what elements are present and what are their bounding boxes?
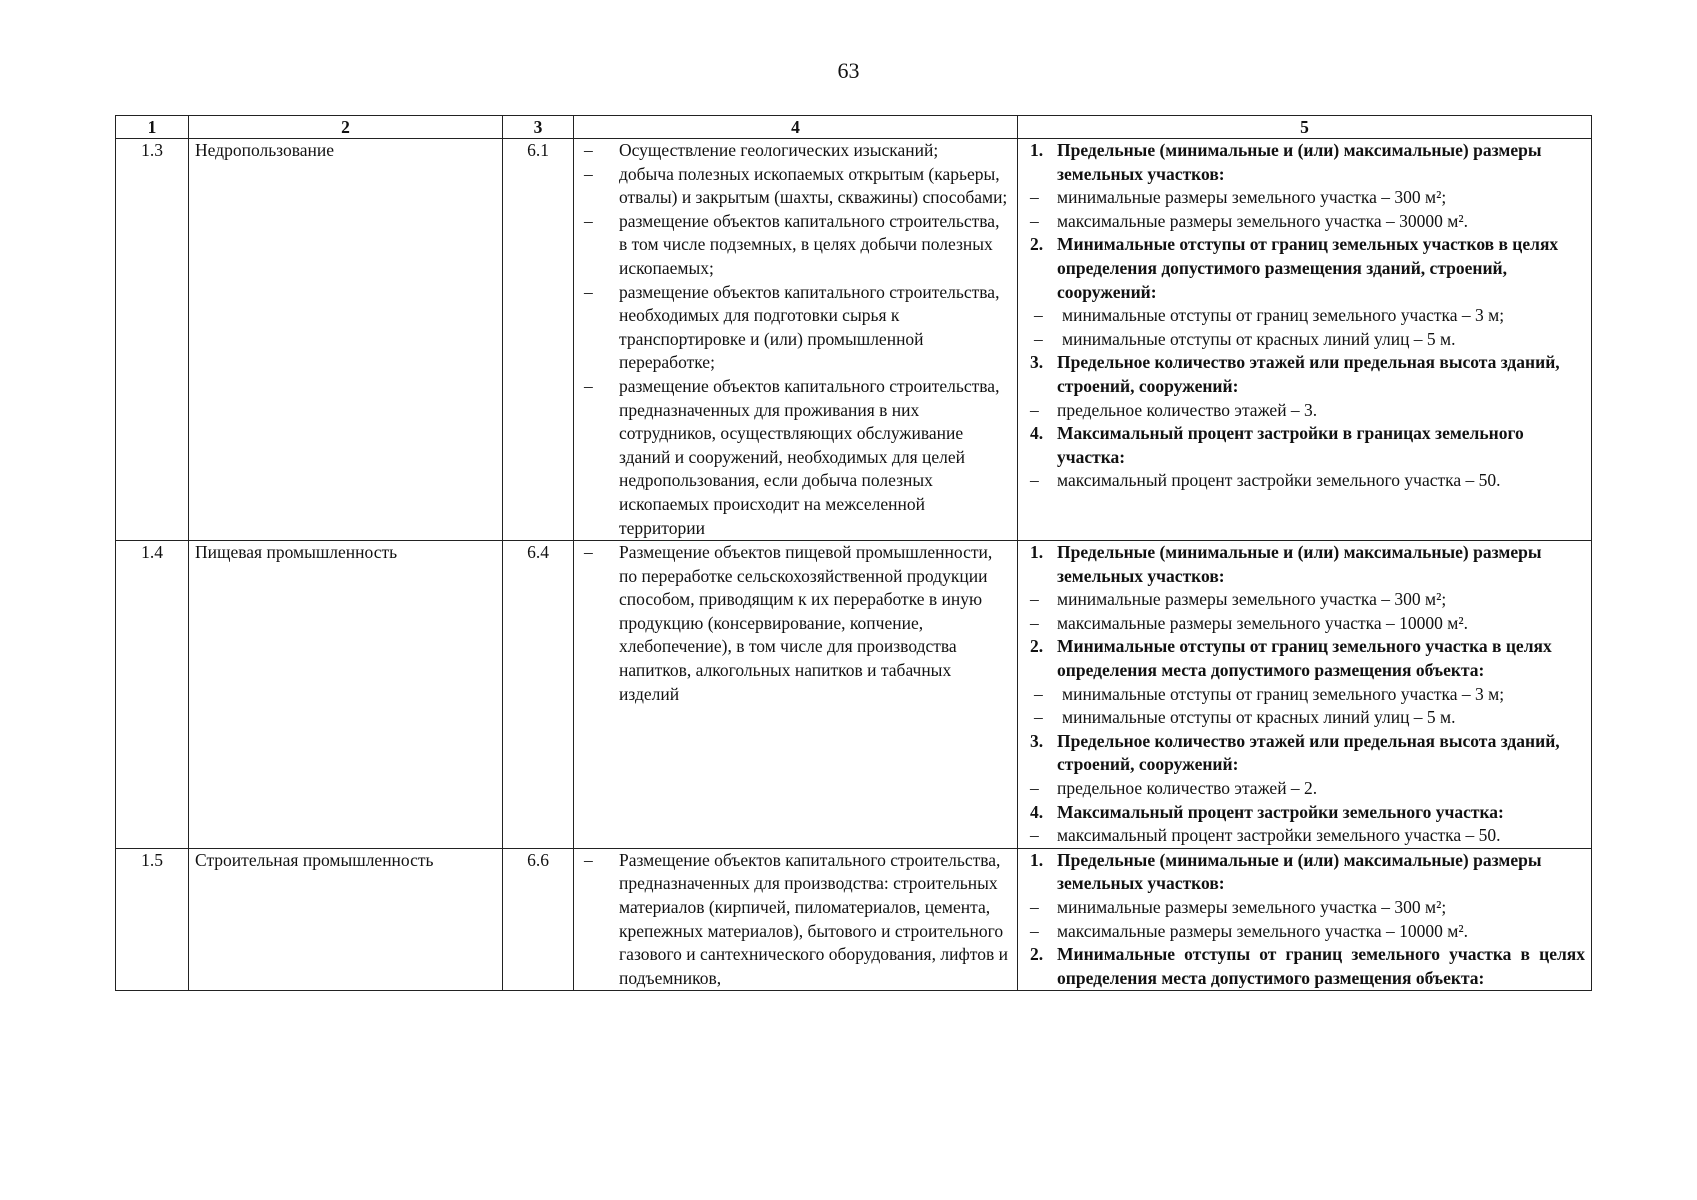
parameter-item: – минимальные размеры земельного участка – 300 м²; — [1030, 589, 1447, 610]
use-name: Недропользование — [189, 139, 503, 541]
dash-marker: – — [584, 542, 593, 563]
use-description — [574, 139, 1018, 541]
description-item: – размещение объектов капитального строительства, в том числе подземных, в целях добычи полезных ископаемых; — [584, 210, 1000, 278]
parameter-item: – минимальные размеры земельного участка – 300 м²; — [1030, 187, 1447, 208]
use-name: Строительная промышленность — [189, 848, 503, 991]
parameter-heading: 1. Предельные (минимальные и (или) максимальные) размеры земельных участков: — [1030, 849, 1542, 894]
use-code: 6.4 — [503, 541, 574, 849]
column-header: 4 — [574, 116, 1018, 139]
page-number: 63 — [837, 58, 860, 83]
parameter-heading: 3. Предельное количество этажей или предельная высота зданий, строений, сооружений: — [1030, 730, 1560, 775]
table-row — [116, 541, 1592, 849]
row-number: 1.3 — [116, 139, 189, 541]
use-parameters — [1018, 848, 1592, 991]
parameter-item: – максимальные размеры земельного участка – 10000 м². — [1030, 920, 1468, 941]
description-item: – размещение объектов капитального строительства, предназначенных для проживания в них сотрудников, осуществляющих обслуживание зданий и сооружений, необходимых для целей недропользования, если добыча полезных ископаемых происходит на межселенной территории — [584, 375, 1000, 538]
parameter-heading: 1. Предельные (минимальные и (или) максимальные) размеры земельных участков: — [1030, 140, 1542, 184]
table-row — [116, 139, 1592, 541]
description-item: – Размещение объектов пищевой промышленности, по переработке сельскохозяйственной продукции способом, приводящим к их переработке в иную продукцию (консервирование, копчение, хлебопечение), в том числе для производства напитков, алкогольных напитков и табачных изделий — [584, 542, 993, 704]
parameter-item: – минимальные отступы от границ земельного участка – 3 м; — [1034, 683, 1505, 704]
parameter-heading: 4. Максимальный процент застройки земельного участка: — [1030, 801, 1504, 822]
parameter-heading: 3. Предельное количество этажей или предельная высота зданий, строений, сооружений: — [1030, 352, 1560, 396]
parameter-item: – максимальный процент застройки земельного участка – 50. — [1030, 825, 1501, 846]
parameter-item: – максимальный процент застройки земельного участка – 50. — [1030, 470, 1501, 491]
parameter-item: – минимальные размеры земельного участка – 300 м²; — [1030, 897, 1447, 917]
use-parameters — [1018, 139, 1592, 541]
dash-marker: – — [584, 375, 593, 396]
column-header: 2 — [189, 116, 503, 139]
parameter-item: – минимальные отступы от красных линий улиц – 5 м. — [1034, 328, 1456, 349]
row-number: 1.5 — [116, 848, 189, 991]
use-parameters — [1018, 541, 1592, 849]
parameter-item: – максимальные размеры земельного участка – 10000 м². — [1030, 612, 1468, 633]
parameter-heading: 1. Предельные (минимальные и (или) максимальные) размеры земельных участков: — [1030, 542, 1542, 586]
dash-marker: – — [584, 849, 593, 870]
parameter-item: – предельное количество этажей – 3. — [1030, 399, 1318, 420]
dash-marker: – — [584, 210, 593, 231]
column-header: 3 — [503, 116, 574, 139]
description-item: – Размещение объектов капитального строительства, предназначенных для производства: строительных материалов (кирпичей, пиломатериалов, цемента, крепежных материалов), бытового и строительного газового и сантехнического оборудования, лифтов и подъемников, — [584, 849, 1008, 988]
column-number-row — [116, 116, 1592, 139]
use-code: 6.6 — [503, 848, 574, 991]
parameter-item: – предельное количество этажей – 2. — [1030, 778, 1318, 799]
table-row — [116, 848, 1592, 991]
description-item: – Осуществление геологических изысканий; — [580, 139, 1011, 163]
parameter-item: – минимальные отступы от границ земельного участка – 3 м; — [1034, 305, 1505, 326]
description-item: – добыча полезных ископаемых открытым (карьеры, отвалы) и закрытым (шахты, скважины) способами; — [584, 163, 1008, 208]
row-number: 1.4 — [116, 541, 189, 849]
dash-marker: – — [584, 163, 593, 184]
parameter-heading: 4. Максимальный процент застройки в границах земельного участка: — [1030, 423, 1524, 467]
use-description — [574, 541, 1018, 849]
zoning-table — [115, 115, 1592, 991]
dash-marker: – — [584, 140, 593, 160]
description-item: – размещение объектов капитального строительства, необходимых для подготовки сырья к транспортировке и (или) промышленной переработке; — [584, 281, 1000, 373]
parameter-heading: 2. Минимальные отступы от границ земельного участка в целях определения места допустимого размещения объекта: — [1030, 636, 1552, 681]
parameter-heading: 2. Минимальные отступы от границ земельных участков в целях определения допустимого размещения зданий, строений, сооружений: — [1030, 234, 1559, 302]
parameter-heading: 2. Минимальные отступы от границ земельного участка в целях определения места допустимого размещения объекта: — [1030, 944, 1585, 988]
dash-marker: – — [584, 281, 593, 302]
use-description — [574, 848, 1018, 991]
column-header: 1 — [116, 116, 189, 139]
parameter-item: – максимальные размеры земельного участка – 30000 м². — [1030, 210, 1468, 231]
parameter-item: – минимальные отступы от красных линий улиц – 5 м. — [1034, 707, 1456, 728]
column-header: 5 — [1018, 116, 1592, 139]
use-code: 6.1 — [503, 139, 574, 541]
use-name: Пищевая промышленность — [189, 541, 503, 849]
